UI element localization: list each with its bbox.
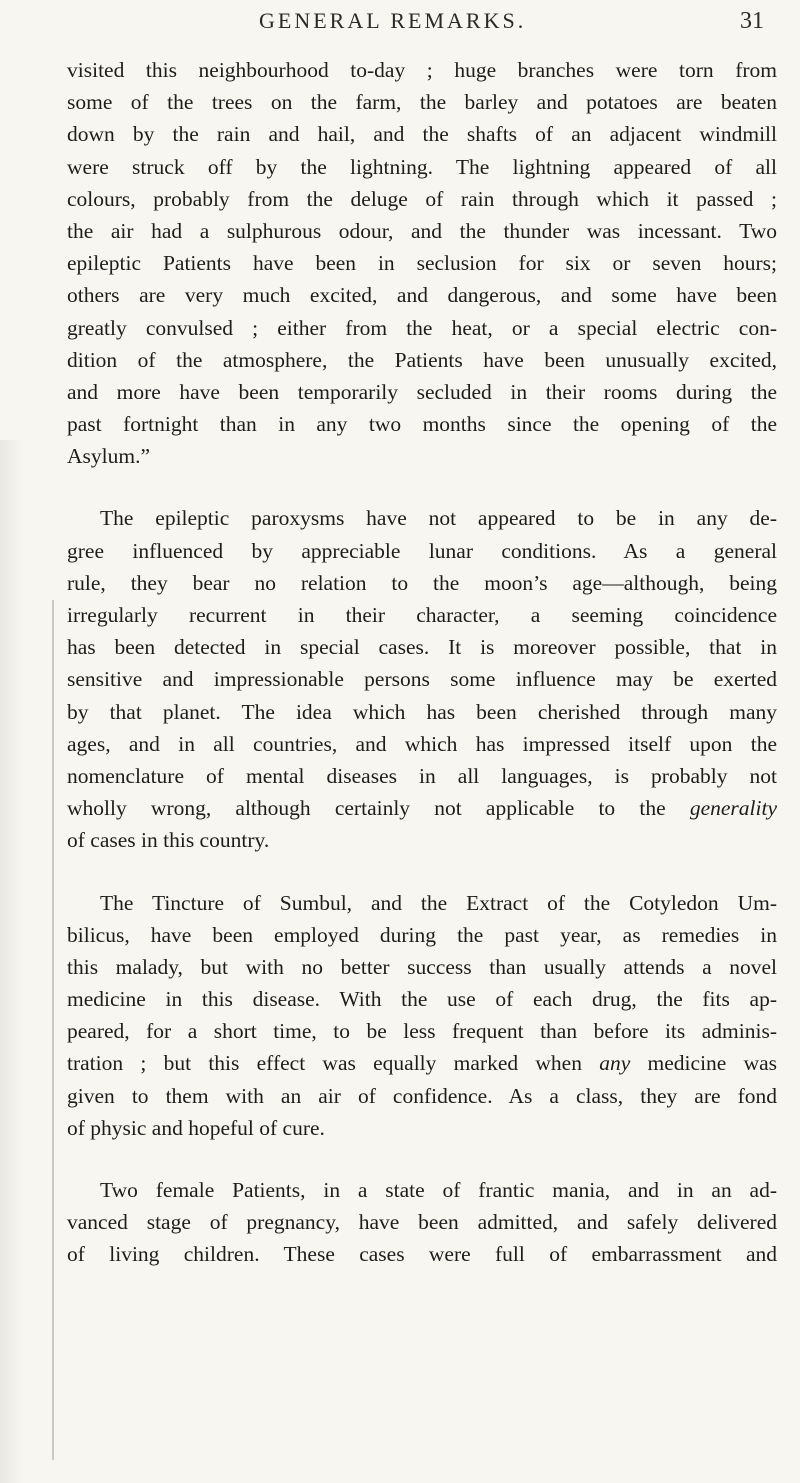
- text-line: medicine in this disease. With the use of each drug, the fits ap-: [67, 987, 777, 1012]
- text-line: some of the trees on the farm, the barley and potatoes are beaten: [67, 90, 777, 115]
- text-line: ages, and in all countries, and which has impressed itself upon the: [67, 731, 777, 756]
- text-line: peared, for a short time, to be less frequent than before its adminis-: [67, 1019, 777, 1044]
- text-line: given to them with an air of confidence. As a class, they are fond: [67, 1083, 777, 1108]
- scan-gutter-shadow: [0, 440, 22, 1483]
- text-line: of physic and hopeful of cure.: [67, 1115, 325, 1140]
- text-line: epileptic Patients have been in seclusion for six or seven hours;: [67, 251, 777, 276]
- paragraph-3: [67, 887, 777, 1145]
- text-line: Two female Patients, in a state of frantic mania, and in an ad-: [100, 1178, 777, 1202]
- running-head: GENERAL REMARKS.: [259, 8, 527, 33]
- binding-edge-line: [52, 600, 54, 1460]
- text-segment: tration ; but this effect was equally marked when: [67, 1051, 582, 1076]
- text-line: rule, they bear no relation to the moon’s age—although, being: [67, 570, 777, 595]
- text-line: irregularly recurrent in their character, a seeming coincidence: [67, 603, 777, 627]
- text-line: others are very much excited, and dangerous, and some have been: [67, 283, 777, 308]
- text-line: past fortnight than in any two months since the opening of the: [67, 412, 777, 437]
- text-line: Asylum.”: [67, 444, 151, 469]
- emphasized-word: any: [599, 1051, 631, 1076]
- text-line: of living children. These cases were full of embarrassment and: [67, 1242, 777, 1267]
- emphasized-word: generality: [689, 796, 778, 821]
- text-line: of cases in this country.: [67, 828, 270, 853]
- body-text: [67, 54, 777, 1271]
- text-line: were struck off by the lightning. The lightning appeared of all: [67, 154, 777, 179]
- text-line-with-emphasis: [67, 792, 777, 824]
- text-line: dition of the atmosphere, the Patients have been unusually excited,: [67, 347, 777, 372]
- text-line: has been detected in special cases. It is moreover possible, that in: [67, 635, 777, 660]
- text-line: bilicus, have been employed during the past year, as remedies in: [67, 922, 777, 947]
- text-line: by that planet. The idea which has been cherished through many: [67, 699, 777, 724]
- paragraph-4: [67, 1174, 777, 1271]
- text-line: down by the rain and hail, and the shafts of an adjacent windmill: [67, 122, 777, 147]
- text-line: The epileptic paroxysms have not appeared to be in any de-: [100, 506, 777, 531]
- text-line: visited this neighbourhood to-day ; huge branches were torn from: [67, 58, 777, 82]
- paragraph-2: [67, 502, 777, 856]
- page-number: 31: [740, 8, 764, 34]
- text-line: sensitive and impressionable persons some influence may be exerted: [67, 667, 777, 692]
- text-segment: medicine was: [647, 1051, 778, 1076]
- text-segment: wholly wrong, although certainly not applicable to the: [67, 796, 666, 821]
- text-line: the air had a sulphurous odour, and the thunder was incessant. Two: [67, 218, 777, 243]
- text-line: colours, probably from the deluge of rain through which it passed ;: [67, 186, 777, 211]
- text-line: nomenclature of mental diseases in all languages, is probably not: [67, 763, 777, 788]
- text-line: vanced stage of pregnancy, have been admitted, and safely delivered: [67, 1210, 777, 1235]
- text-line: and more have been temporarily secluded in their rooms during the: [67, 379, 777, 404]
- page-header: [0, 8, 800, 48]
- paragraph-1: [67, 54, 777, 472]
- text-line-with-emphasis: [67, 1047, 777, 1079]
- text-line: gree influenced by appreciable lunar conditions. As a general: [67, 538, 777, 563]
- text-line: greatly convulsed ; either from the heat, or a special electric con-: [67, 315, 777, 340]
- text-line: The Tincture of Sumbul, and the Extract of the Cotyledon Um-: [100, 890, 777, 915]
- text-line: this malady, but with no better success than usually attends a novel: [67, 954, 777, 979]
